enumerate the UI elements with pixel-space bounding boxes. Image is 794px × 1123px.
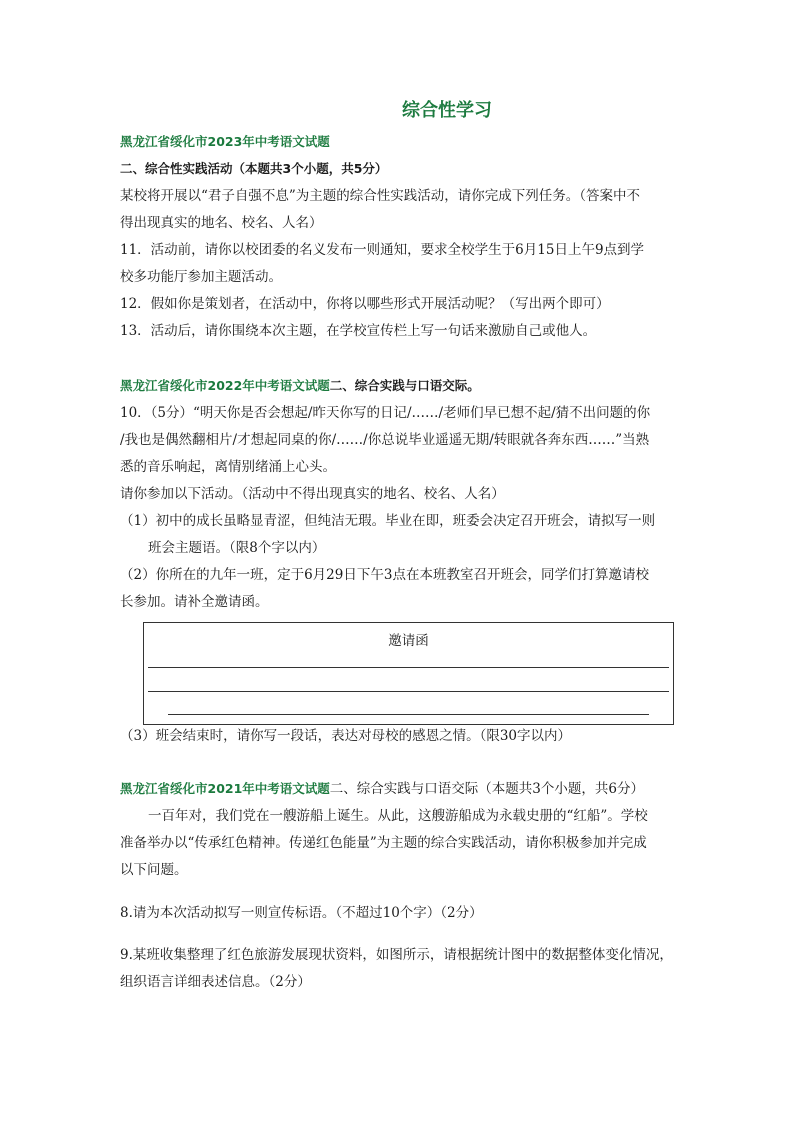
section-2022-heading: 黑龙江省绥化市2022年中考语文试题 <box>120 378 330 393</box>
page-title: 综合性学习 <box>402 100 492 121</box>
question-9: 9.某班收集整理了红色旅游发展现状资料，如图所示，请根据统计图中的数据整体变化情况， <box>120 947 673 963</box>
section-2021-heading: 黑龙江省绥化市2021年中考语文试题 <box>120 781 330 796</box>
intro-text-line: 得出现真实的地名、校名、人名） <box>120 215 323 231</box>
question-11: 11．活动前，请你以校团委的名义发布一则通知，要求全校学生于6月15日上午9点到学 <box>120 242 645 258</box>
paragraph-line: 一百年对，我们党在一艘游船上诞生。从此，这艘游船成为永载史册的“红船”。学校 <box>148 808 648 824</box>
section-2023-heading: 黑龙江省绥化市2023年中考语文试题 <box>120 134 330 149</box>
question-10-cont: 悉的音乐响起，离情别绪涌上心头。 <box>120 459 336 475</box>
invitation-title: 邀请函 <box>388 633 429 649</box>
section-2022-heading-row <box>120 376 680 396</box>
part-3: （3）班会结束时，请你写一段话，表达对母校的感恩之情。（限30字以内） <box>120 728 572 744</box>
question-10-cont: /我也是偶然翻相片/才想起同桌的你/……/你总说毕业遥遥无期/转眼就各奔东西……”当熟 <box>120 432 650 448</box>
answer-line <box>168 714 649 715</box>
part-1-cont: 班会主题语。（限8个字以内） <box>148 540 326 556</box>
invitation-box <box>143 622 674 725</box>
part-2: （2）你所在的九年一班，定于6月29日下午3点在本班教室召开班会，同学们打算邀请校 <box>120 567 649 583</box>
paragraph-line: 以下问题。 <box>120 862 188 878</box>
paragraph-line: 准备举办以“传承红色精神。传递红色能量”为主题的综合实践活动，请你积极参加并完成 <box>120 835 647 851</box>
intro-text-line: 某校将开展以“君子自强不息”为主题的综合性实践活动，请你完成下列任务。（答案中不 <box>120 188 641 204</box>
question-11-cont: 校多功能厅参加主题活动。 <box>120 269 282 285</box>
section-2021-heading-tail: 二、综合实践与口语交际（本题共3个小题，共6分） <box>329 781 644 797</box>
answer-line <box>148 667 669 668</box>
question-8: 8.请为本次活动拟写一则宣传标语。（不超过10个字）（2分） <box>120 905 483 921</box>
question-12: 12．假如你是策划者，在活动中，你将以哪些形式开展活动呢？（写出两个即可） <box>120 296 610 312</box>
section-2022-heading-tail: 二、综合实践与口语交际。 <box>329 378 480 393</box>
section-2021-heading-row <box>120 779 680 799</box>
part-1: （1）初中的成长虽略显青涩，但纯洁无瑕。毕业在即，班委会决定召开班会，请拟写一则 <box>120 513 656 529</box>
activity-requirement: 请你参加以下活动。（活动中不得出现真实的地名、校名、人名） <box>120 486 505 502</box>
answer-line <box>148 691 669 692</box>
part-2-cont: 长参加。请补全邀请函。 <box>120 594 269 610</box>
question-13: 13．活动后，请你围绕本次主题，在学校宣传栏上写一句话来激励自己或他人。 <box>120 323 597 339</box>
question-10: 10．（5分）“明天你是否会想起/昨天你写的日记/……/老师们早已想不起/猜不出问题的你 <box>120 405 651 421</box>
section-2023-subheading: 二、综合性实践活动（本题共3个小题，共5分） <box>120 161 388 176</box>
question-9-cont: 组织语言详细表述信息。（2分） <box>120 974 311 990</box>
